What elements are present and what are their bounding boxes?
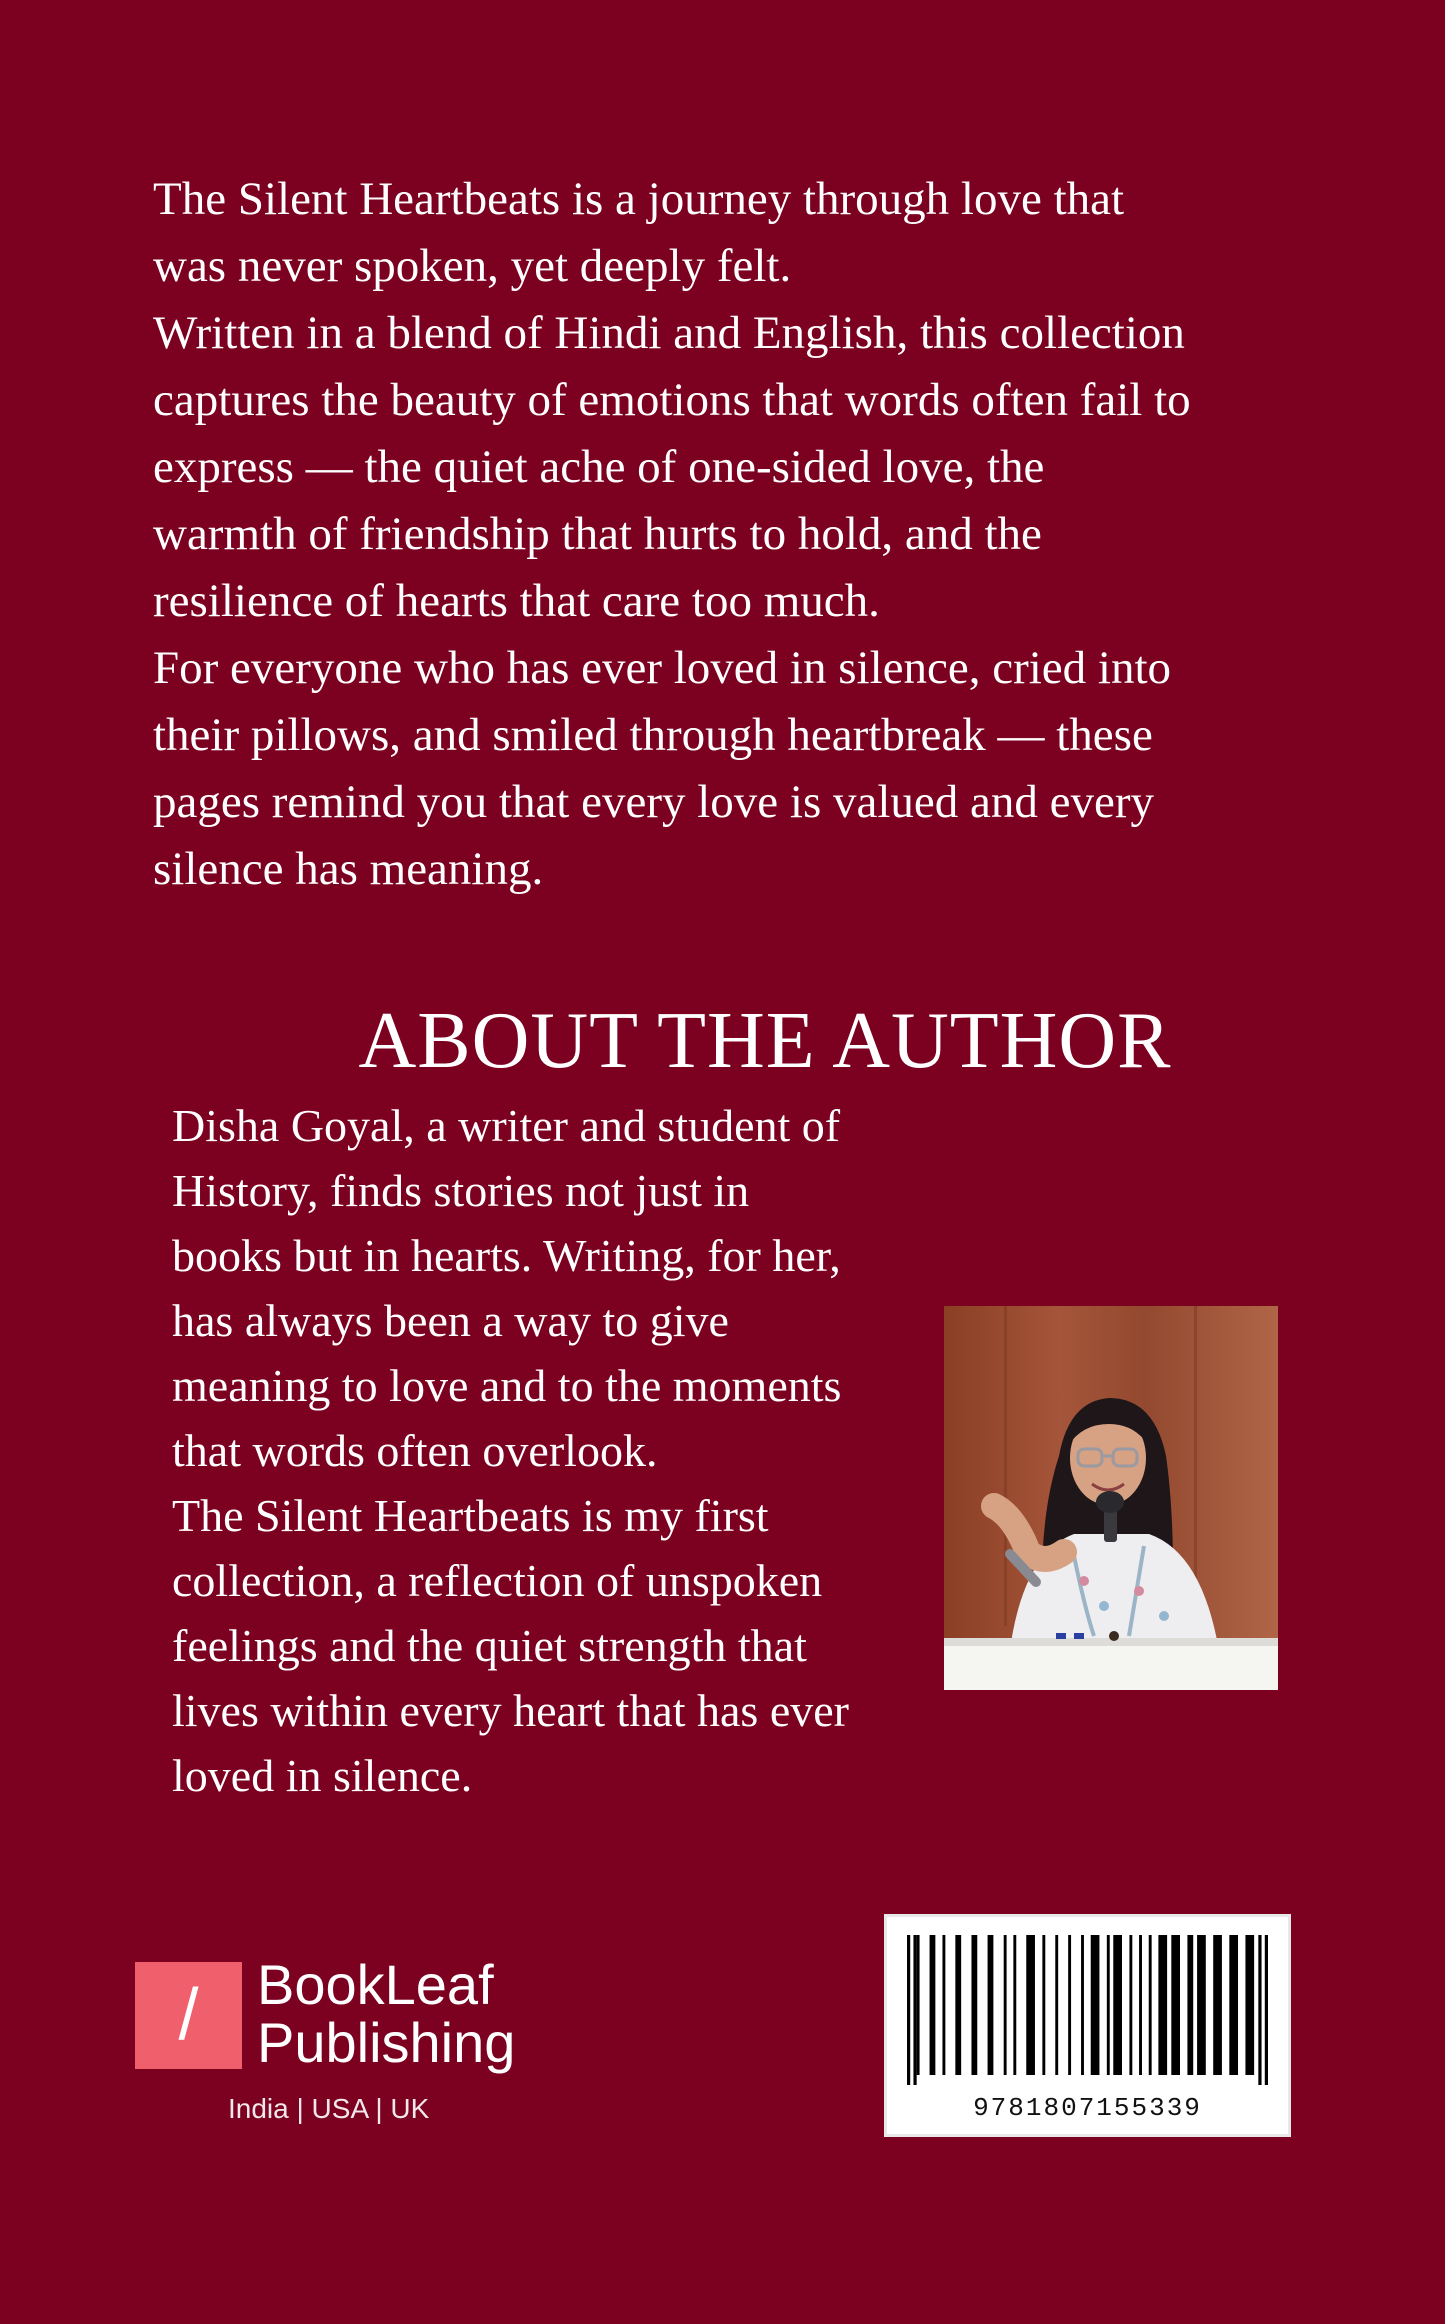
publisher-name-line2: Publishing — [257, 2011, 516, 2074]
barcode-bar — [913, 1935, 916, 2085]
barcode-bar — [930, 1935, 936, 2075]
bio-line: loved in silence. — [172, 1750, 473, 1801]
bio-line: feelings and the quiet strength that — [172, 1620, 807, 1671]
publisher-name-line1: BookLeaf — [257, 1953, 494, 2016]
blurb-line: their pillows, and smiled through heartbreak — these — [153, 709, 1153, 761]
barcode-bar — [1197, 1935, 1206, 2075]
barcode-bar — [1129, 1935, 1132, 2075]
blurb-line: express — the quiet ache of one-sided love, the — [153, 441, 1045, 493]
barcode-bar — [1149, 1935, 1152, 2075]
barcode-bar — [1213, 1935, 1222, 2075]
blurb-line: pages remind you that every love is valued and every — [153, 776, 1155, 828]
barcode-bar — [1107, 1935, 1110, 2075]
barcode-bars — [907, 1935, 1268, 2085]
barcode-bar — [1265, 1935, 1268, 2085]
publisher-logo — [135, 1953, 555, 2132]
blurb-line: warmth of friendship that hurts to hold, and the — [153, 508, 1042, 560]
blurb-line: captures the beauty of emotions that words often fail to — [153, 374, 1191, 426]
barcode-bar — [1187, 1935, 1193, 2075]
barcode-bar — [971, 1935, 977, 2075]
barcode-bar — [942, 1935, 945, 2075]
barcode-bar — [1139, 1935, 1142, 2075]
barcode-bar — [1229, 1935, 1238, 2075]
blurb-line: The Silent Heartbeats is a journey through love that — [153, 173, 1125, 225]
barcode-bar — [1171, 1935, 1180, 2075]
barcode-bar — [1081, 1935, 1084, 2075]
blurb-line: Written in a blend of Hindi and English, this collection — [153, 307, 1185, 359]
barcode-bar — [917, 1935, 920, 2075]
barcode-bar — [907, 1935, 910, 2085]
book-blurb — [153, 166, 1333, 903]
bio-line: History, finds stories not just in — [172, 1165, 750, 1216]
isbn-barcode — [884, 1914, 1291, 2137]
bio-line: Disha Goyal, a writer and student of — [172, 1100, 841, 1151]
about-author-heading: ABOUT THE AUTHOR — [358, 997, 1172, 1085]
barcode-bar — [955, 1935, 961, 2075]
bio-line: lives within every heart that has ever — [172, 1685, 849, 1736]
bio-line: books but in hearts. Writing, for her, — [172, 1230, 841, 1281]
bio-line: collection, a reflection of unspoken — [172, 1555, 823, 1606]
blurb-line: was never spoken, yet deeply felt. — [153, 240, 792, 292]
barcode-bar — [1258, 1935, 1261, 2085]
blurb-line: resilience of hearts that care too much. — [153, 575, 880, 627]
publisher-regions: India | USA | UK — [228, 2093, 430, 2124]
author-photo — [944, 1306, 1278, 1690]
barcode-bar — [1245, 1935, 1254, 2075]
isbn-number: 9781807155339 — [973, 2093, 1202, 2123]
bio-line: that words often overlook. — [172, 1425, 658, 1476]
blurb-line: For everyone who has ever loved in silence, cried into — [153, 642, 1172, 694]
bio-line: The Silent Heartbeats is my first — [172, 1490, 769, 1541]
blurb-line: silence has meaning. — [153, 843, 544, 895]
publisher-name — [257, 1953, 516, 2074]
author-bio — [172, 1093, 932, 1808]
barcode-bar — [1091, 1935, 1100, 2075]
barcode-bar — [1055, 1935, 1058, 2075]
barcode-bar — [1013, 1935, 1016, 2075]
barcode-bar — [1113, 1935, 1122, 2075]
barcode-bar — [1026, 1935, 1035, 2075]
bio-line: meaning to love and to the moments — [172, 1360, 842, 1411]
barcode-bar — [1068, 1935, 1071, 2075]
barcode-bar — [1042, 1935, 1045, 2075]
barcode-bar — [1004, 1935, 1007, 2075]
bio-line: has always been a way to give — [172, 1295, 729, 1346]
barcode-bar — [988, 1935, 994, 2075]
publisher-logo-slash: / — [178, 1975, 199, 2055]
barcode-bar — [1158, 1935, 1167, 2075]
